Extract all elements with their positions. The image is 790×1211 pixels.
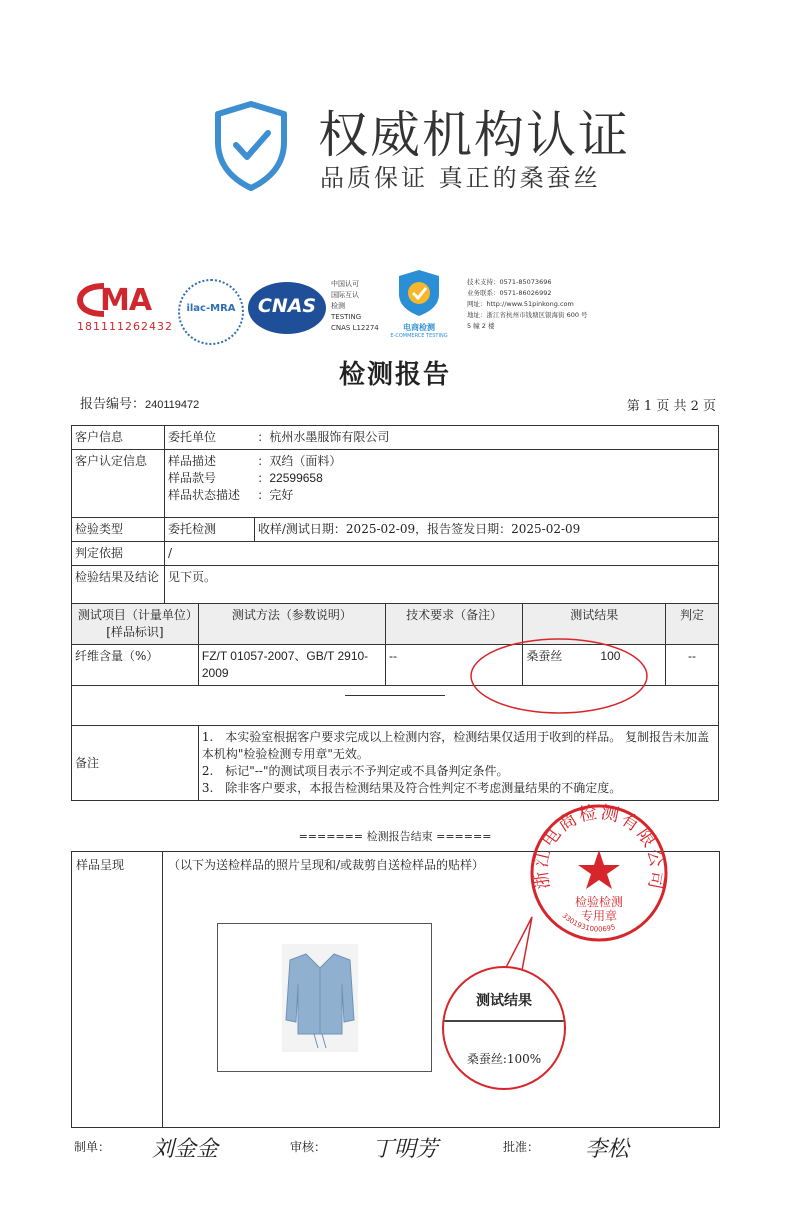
maker-label: 制单： — [74, 1140, 111, 1154]
callout-value: 桑蚕丝:100% — [466, 1052, 542, 1066]
result-highlight-ellipse — [468, 636, 650, 716]
approver-signature: 李松 — [585, 1137, 630, 1162]
cma-logo: MA — [76, 282, 168, 318]
svg-text:专用章: 专用章 — [580, 909, 618, 923]
svg-text:3301931000695: 3301931000695 — [560, 911, 617, 934]
callout-title: 测试结果 — [476, 993, 532, 1009]
inspect-type-row: 检验类型 委托检测 收样/测试日期：2025-02-09，报告签发日期：2025-02-09 — [72, 518, 719, 542]
page-info: 第 1 页 共 2 页 — [626, 399, 716, 414]
reviewer-signature: 丁明芳 — [372, 1137, 439, 1162]
result-callout — [442, 966, 566, 1090]
report-end-line: ======= 检测报告结束 ====== — [298, 830, 492, 843]
report-title: 检测报告 — [338, 360, 451, 390]
approver-label: 批准： — [503, 1140, 540, 1154]
cnas-logo: CNAS — [248, 282, 326, 334]
cnas-info: 中国认可 国际互认 检测 TESTING CNAS L12274 — [331, 280, 379, 332]
report-number: 报告编号：240119472 — [80, 397, 200, 412]
remarks-row: 备注 1. 本实验室根据客户要求完成以上检测内容，检测结果仅适用于收到的样品。 复制报告未加盖本机构"检验检测专用章"无效。 2. 标记"--"的测试项目表示不予判定或不具备判定条件。 3. 除非客户要求，本报告检测结果及符合性判定不考虑测量结果的不确定度。 — [72, 726, 719, 801]
client-info-row: 客户信息 委托单位 ：杭州水墨服饰有限公司 — [72, 426, 719, 450]
hero-subtitle: 品质保证 真正的桑蚕丝 — [320, 164, 601, 192]
ecommerce-logo: 电商检测 E-COMMERCE TESTING — [384, 266, 454, 334]
results-header-row: 测试项目（计量单位）[样品标识] 测试方法（参数说明） 技术要求（备注） 测试结果 判定 — [72, 604, 719, 645]
sample-label: 样品呈现 — [76, 858, 125, 872]
client-confirm-row: 客户认定信息 样品描述 样品款号 样品状态描述 ：双绉（面料） ：22599658 ：完好 — [72, 450, 719, 518]
sample-photo — [217, 923, 432, 1072]
cma-number: 181111262432 — [77, 320, 173, 333]
basis-row: 判定依据 / — [72, 542, 719, 566]
contact-info: 技术支持：0571-85073696 业务联系：0571-86026992 网址：http://www.51pinkong.com 地址：浙江省杭州市钱塘区银海街 600 号 5 幢 2 楼 — [467, 278, 588, 330]
svg-text:检验检测: 检验检测 — [574, 895, 624, 909]
ilac-logo: ilac-MRA — [178, 279, 244, 345]
conclusion-row: 检验结果及结论 见下页。 — [72, 566, 719, 604]
maker-signature: 刘金金 — [152, 1137, 219, 1162]
shield-check-icon — [212, 100, 290, 192]
sample-description: （以下为送检样品的照片呈现和/或裁剪自送检样品的贴样） — [168, 858, 485, 872]
report-table — [71, 425, 719, 801]
hero-title: 权威机构认证 — [318, 106, 630, 164]
svg-text:浙江电商检测有限公司: 浙江电商检测有限公司 — [530, 802, 668, 893]
reviewer-label: 审核： — [290, 1140, 327, 1154]
divider-line — [345, 695, 445, 696]
results-row: 纤维含量（%） FZ/T 01057-2007、GB/T 2910-2009 -- 桑蚕丝 100 -- — [72, 645, 719, 686]
